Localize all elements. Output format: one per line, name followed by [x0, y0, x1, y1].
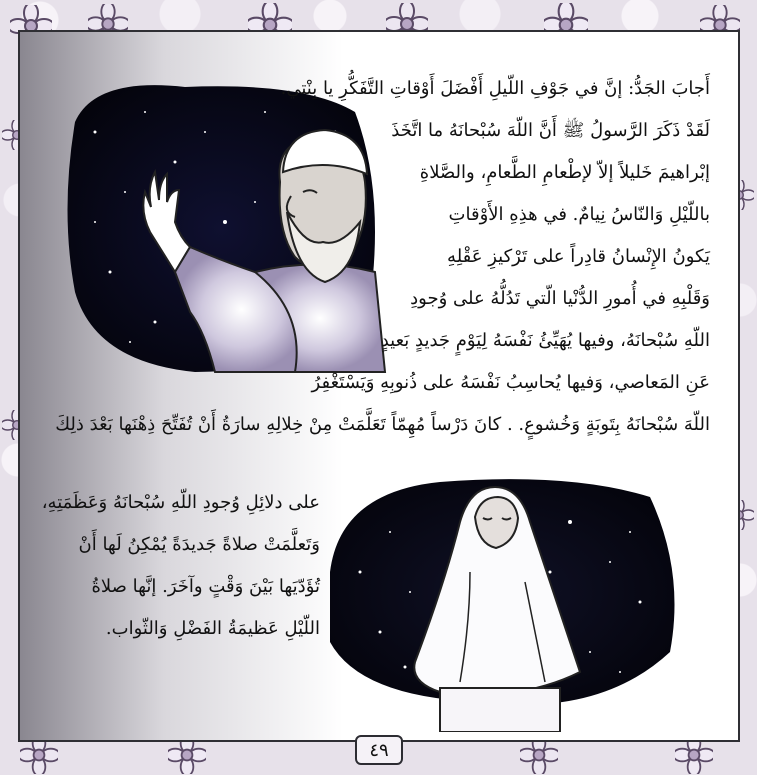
story-lower-line-3: تُؤَدّيَها بَيْنَ وَقْتٍ وآخَرَ. إنَّها صلاةُ: [91, 576, 320, 597]
story-page: [18, 30, 740, 742]
story-line-1: أَجابَ الجَدُّ: إنَّ في جَوْفِ اللّيلِ أَفْضَلَ أَوْقاتِ التَّفَكُّرِ يا بِنْتي.: [280, 78, 710, 99]
story-line-7: اللّهِ سُبْحانَهُ، وفيها يُهَيِّئُ نَفْسَهُ لِيَوْمٍ جَديدٍ بَعيدٍ: [380, 330, 710, 351]
page-number-label: ٤٩: [369, 739, 389, 761]
story-line-4: باللّيْلِ وَالنّاسُ نِيامٌ. في هذِهِ الأَوْقاتِ: [448, 204, 710, 225]
story-line-8: عَنِ المَعاصي، وَفيها يُحاسِبُ نَفْسَهُ على ذُنوبِهِ وَيَسْتَغْفِرُ: [311, 372, 710, 393]
page-number: [355, 735, 403, 765]
story-lower-line-1: على دلائِلِ وُجودِ اللّهِ سُبْحانَهُ وَعَظَمَتِهِ،: [41, 492, 320, 513]
story-line-5: يَكونُ الإِنْسانُ قادِراً على تَرْكيزِ عَقْلِهِ: [447, 246, 710, 267]
story-line-2: لَقَدْ ذَكَرَ الرَّسولُ ﷺ أَنَّ اللّهَ سُبْحانَهُ ما اتَّخَذَ: [391, 120, 710, 141]
story-line-6: وَقَلْبِهِ في أُمورِ الدُّنْيا الّتي تَدُلُّهُ على وُجودِ: [410, 288, 710, 309]
grandfather-illustration: [55, 72, 395, 382]
story-lower-line-2: وَتَعلَّمَتْ صلاةً جَديدَةً يُمْكِنُ لَها أَنْ: [78, 534, 320, 555]
story-line-9: اللّهَ سُبْحانَهُ بِتَوبَةٍ وَخُشوعٍ. . كانَ دَرْساً مُهِمّاً تَعَلَّمَتْ مِنْ خِلالِهِ سارَةُ أَنْ تُفَتِّحَ ذِهْنَها بَعْدَ ذلِكَ: [55, 414, 710, 435]
story-lower-line-4: اللّيْلِ عَظيمَةُ الفَضْلِ وَالثّواب.: [105, 618, 320, 639]
sarah-illustration: [320, 452, 690, 732]
story-line-3: إبْراهيمَ خَليلاً إلاّ لإطْعامِ الطَّعامِ، والصَّلاةِ: [419, 162, 710, 183]
